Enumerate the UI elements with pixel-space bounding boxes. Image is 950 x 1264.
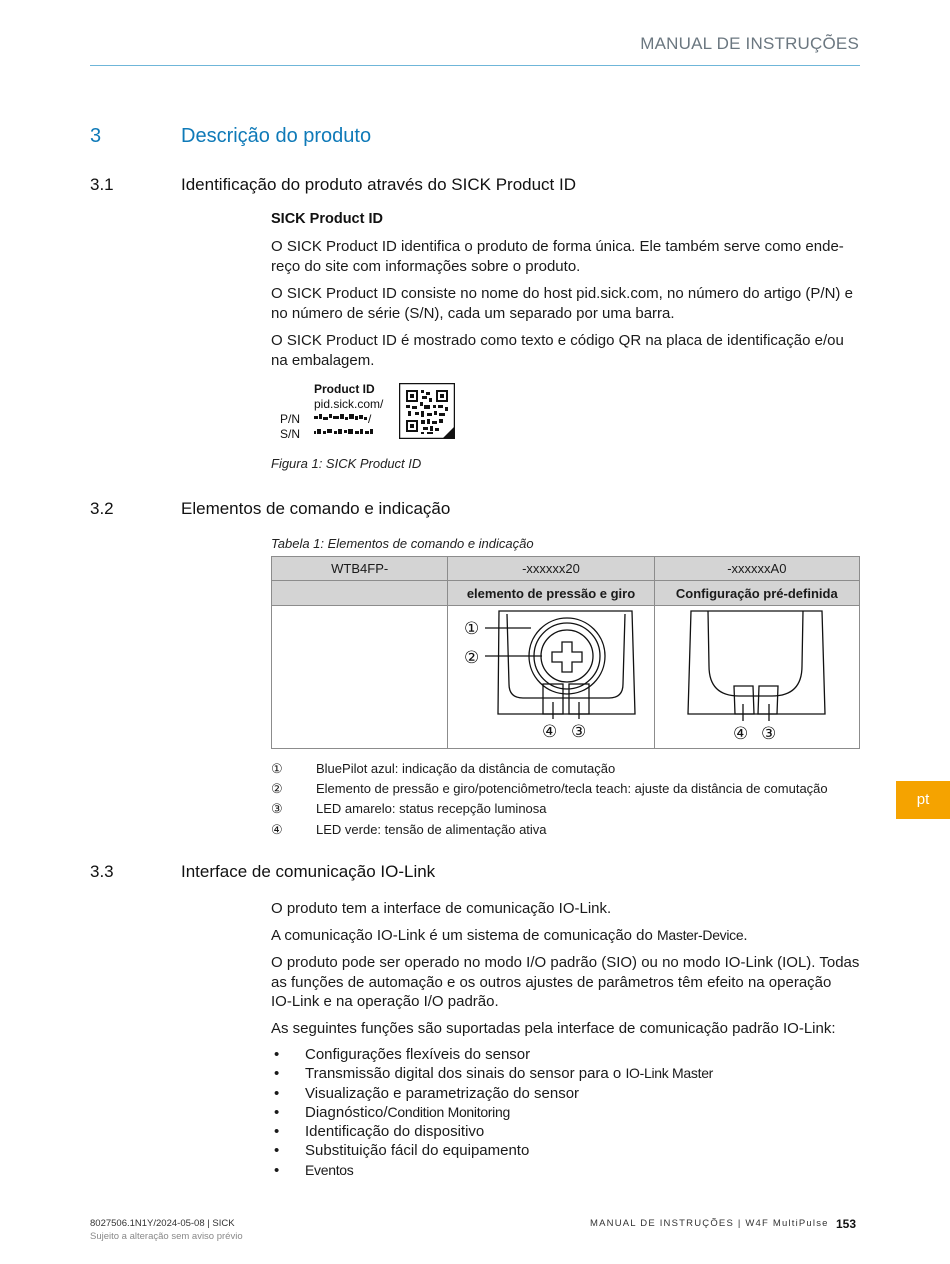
preconfigured-diagram: [655, 606, 859, 748]
figure-slash: /: [368, 412, 372, 426]
page-number: 153: [836, 1217, 857, 1231]
table-header-cell: -xxxxxx20: [448, 557, 654, 581]
paragraph: O SICK Product ID é mostrado como texto e código QR na placa de identificação e/ou na embalagem.: [271, 332, 844, 369]
paragraph: O produto pode ser operado no modo I/O padrão (SIO) ou no modo IO-Link (IOL). Todas as funções de automação e os outros ajustes de parâmetros têm efeito na operação IO-Link e na operação I/O padrão.: [271, 954, 860, 1010]
table-header-cell: WTB4FP-: [272, 557, 448, 581]
redacted-codes: [314, 414, 376, 442]
figure-pn: P/N: [280, 412, 301, 426]
features-list: [271, 1045, 713, 1180]
subsection-title: Interface de comunicação IO-Link: [181, 862, 436, 881]
press-turn-diagram: [449, 606, 653, 748]
subsection-title: Identificação do produto através do SICK Product ID: [181, 175, 577, 194]
section-number: 3: [90, 125, 102, 147]
legend-item: ② Elemento de pressão e giro/potenciômetro/tecla teach: ajuste da distância de comutação: [271, 781, 828, 796]
list-item: • Eventos: [271, 1161, 713, 1180]
header-divider: [90, 65, 860, 66]
marker-3: ③: [571, 722, 587, 742]
paragraph: As seguintes funções são suportadas pela interface de comunicação padrão IO-Link:: [271, 1020, 836, 1037]
marker-2: ②: [464, 648, 480, 668]
footer-doc-id: 8027506.1N1Y/2024-05-08 | SICK: [90, 1218, 235, 1229]
subsection-number: 3.3: [90, 862, 114, 881]
header-title: MANUAL DE INSTRUÇÕES: [640, 34, 859, 53]
paragraph: O SICK Product ID consiste no nome do host pid.sick.com, no número do artigo (P/N) e no número de série (S/N), cada um separado por uma barra.: [271, 285, 853, 322]
marker-4: ④: [733, 724, 749, 744]
subsection-number: 3.1: [90, 175, 114, 194]
paragraph: O produto tem a interface de comunicação IO-Link.: [271, 900, 612, 917]
footer-title: MANUAL DE INSTRUÇÕES | W4F MultiPulse: [590, 1218, 829, 1229]
table-caption: Tabela 1: Elementos de comando e indicação: [271, 536, 534, 551]
table-subheader-cell: elemento de pressão e giro: [448, 581, 654, 606]
figure-label: Product ID: [314, 382, 375, 396]
qr-code-icon: [399, 383, 455, 439]
figure-caption: Figura 1: SICK Product ID: [271, 456, 422, 471]
marker-4: ④: [542, 722, 558, 742]
list-item: • Transmissão digital dos sinais do sensor para o IO-Link Master: [271, 1064, 713, 1083]
subsection-title: Elementos de comando e indicação: [181, 499, 451, 518]
product-id-figure: [271, 377, 457, 443]
subsection-number: 3.2: [90, 499, 114, 518]
paragraph: O SICK Product ID identifica o produto de forma única. Ele também serve como ende- reço do site com informações sobre o produto.: [271, 238, 844, 275]
list-item: • Configurações flexíveis do sensor: [271, 1045, 713, 1064]
table-subheader-cell: Configuração pré-definida: [654, 581, 859, 606]
legend-item: ① BluePilot azul: indicação da distância de comutação: [271, 761, 616, 776]
legend-item: ④ LED verde: tensão de alimentação ativa: [271, 822, 547, 837]
list-item: • Identificação do dispositivo: [271, 1122, 713, 1141]
table-cell: [272, 606, 448, 749]
section-title: Descrição do produto: [181, 125, 372, 147]
paragraph: A comunicação IO-Link é um sistema de comunicação do Master-Device.: [271, 927, 748, 944]
language-tab[interactable]: pt: [896, 781, 950, 819]
list-item: • Substituição fácil do equipamento: [271, 1141, 713, 1160]
table-header-cell: -xxxxxxA0: [654, 557, 859, 581]
list-item: • Diagnóstico/Condition Monitoring: [271, 1103, 713, 1122]
list-item: • Visualização e parametrização do sensor: [271, 1084, 713, 1103]
figure-sn: S/N: [280, 427, 301, 441]
marker-1: ①: [464, 619, 480, 639]
marker-3: ③: [761, 724, 777, 744]
table-subheader-cell: [272, 581, 448, 606]
subhead: SICK Product ID: [271, 211, 383, 227]
legend-item: ③ LED amarelo: status recepção luminosa: [271, 801, 547, 816]
footer-disclaimer: Sujeito a alteração sem aviso prévio: [90, 1231, 243, 1242]
figure-host: pid.sick.com/: [314, 397, 384, 411]
